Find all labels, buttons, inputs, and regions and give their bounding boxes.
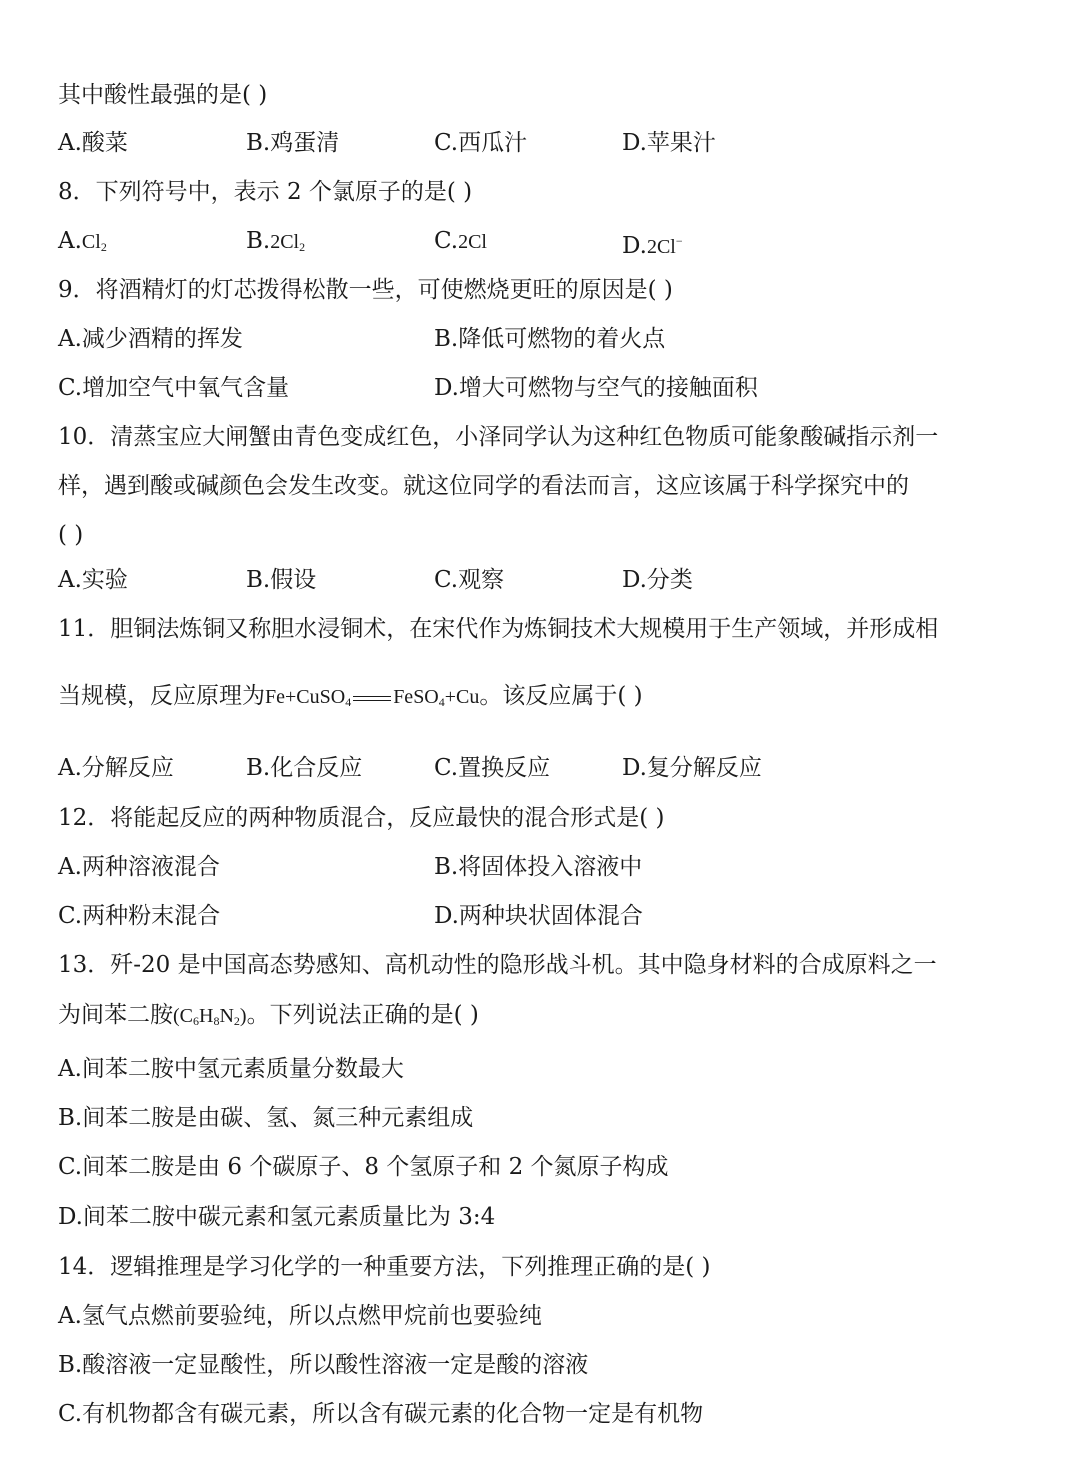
- q11-cu: Cu: [456, 686, 480, 708]
- q7-option-b[interactable]: B.鸡蛋清: [246, 130, 340, 156]
- q10-option-d[interactable]: D.分类: [622, 567, 693, 593]
- q8-option-b[interactable]: [246, 226, 305, 256]
- q8-a-subscript: 2: [100, 240, 107, 254]
- q8-option-c-formula: 2Cl: [458, 231, 487, 253]
- q11-stem-line1: 11．胆铜法炼铜又称胆水浸铜术，在宋代作为炼铜技术大规模用于生产领域，并形成相: [58, 616, 939, 642]
- q11-feso: FeSO: [393, 686, 439, 708]
- q10-option-b[interactable]: B.假设: [246, 567, 317, 593]
- q11-stem-text: 当规模，反应原理为: [58, 683, 265, 709]
- q7-option-a[interactable]: A.酸菜: [58, 130, 128, 156]
- q13-n-sub: 2: [233, 1014, 240, 1028]
- q9-option-d[interactable]: D.增大可燃物与空气的接触面积: [434, 375, 758, 401]
- q13-c: C: [179, 1005, 194, 1027]
- q13-option-a[interactable]: A.间苯二胺中氢元素质量分数最大: [58, 1056, 404, 1082]
- q8-option-c-letter: C.: [434, 228, 459, 254]
- q7-option-d[interactable]: D.苹果汁: [622, 130, 716, 156]
- q11-option-c[interactable]: C.置换反应: [434, 755, 551, 781]
- q13-stem-line2: [58, 1000, 479, 1030]
- q11-stem-line2: [58, 681, 643, 711]
- q11-fe: Fe: [265, 686, 285, 708]
- q10-stem-line3: ( ): [58, 522, 84, 548]
- q10-option-c[interactable]: C.观察: [434, 567, 505, 593]
- q11-option-b[interactable]: B.化合反应: [246, 755, 363, 781]
- q13-option-c[interactable]: C.间苯二胺是由 6 个碳原子、8 个氢原子和 2 个氮原子构成: [58, 1154, 669, 1180]
- q11-plus-2: +: [444, 686, 457, 708]
- q11-cuso: CuSO: [296, 686, 346, 708]
- q8-option-a-formula: [82, 231, 107, 253]
- q11-plus-1: +: [285, 686, 297, 708]
- q8-a-symbol: Cl: [81, 231, 101, 253]
- q12-option-d[interactable]: D.两种块状固体混合: [434, 903, 643, 929]
- q14-option-a[interactable]: A.氢气点燃前要验纯，所以点燃甲烷前也要验纯: [58, 1303, 542, 1329]
- q12-option-b[interactable]: B.将固体投入溶液中: [434, 854, 643, 880]
- q8-option-a[interactable]: [58, 226, 107, 256]
- q14-stem: 14．逻辑推理是学习化学的一种重要方法，下列推理正确的是( ): [58, 1254, 711, 1280]
- q8-b-symbol: 2Cl: [270, 231, 300, 253]
- q13-formula: $(C_6H_8N_2)$: [173, 1005, 247, 1028]
- q13-stem-line1: 13．歼-20 是中国高态势感知、高机动性的隐形战斗机。其中隐身材料的合成原料之一: [58, 952, 937, 978]
- q14-option-b[interactable]: B.酸溶液一定显酸性，所以酸性溶液一定是酸的溶液: [58, 1352, 589, 1378]
- q13-h-sub: 8: [213, 1014, 220, 1028]
- q13-c-sub: 6: [193, 1014, 200, 1028]
- q9-option-a[interactable]: A.减少酒精的挥发: [58, 326, 243, 352]
- q8-option-a-letter: A.: [58, 228, 82, 254]
- q11-feso-sub: 4: [438, 695, 445, 709]
- q13-h: H: [199, 1005, 214, 1027]
- q8-option-c[interactable]: [434, 226, 487, 256]
- q8-option-d[interactable]: [622, 226, 683, 259]
- q14-option-c[interactable]: C.有机物都含有碳元素，所以含有碳元素的化合物一定是有机物: [58, 1401, 704, 1427]
- q11-equal-sign: [353, 696, 391, 701]
- q11-cuso-sub: 4: [345, 695, 352, 709]
- q11-option-d[interactable]: D.复分解反应: [622, 755, 762, 781]
- q10-option-a[interactable]: A.实验: [58, 567, 128, 593]
- q11-option-a[interactable]: A.分解反应: [58, 755, 174, 781]
- q9-option-b[interactable]: B.降低可燃物的着火点: [434, 326, 666, 352]
- q8-stem: 8．下列符号中，表示 2 个氯原子的是( ): [58, 179, 473, 205]
- q12-stem: 12．将能起反应的两种物质混合，反应最快的混合形式是( ): [58, 805, 665, 831]
- q10-stem-line1: 10．清蒸宝应大闸蟹由青色变成红色，小泽同学认为这种红色物质可能象酸碱指示剂一: [58, 424, 939, 450]
- q8-option-b-letter: B.: [246, 228, 271, 254]
- q11-equation: [265, 686, 479, 708]
- q13-n: N: [219, 1005, 234, 1027]
- q13-option-b[interactable]: B.间苯二胺是由碳、氢、氮三种元素组成: [58, 1105, 474, 1131]
- q8-option-d-formula: [647, 236, 683, 258]
- q7-stem: 其中酸性最强的是( ): [58, 82, 268, 108]
- q11-stem-tail: 。该反应属于( ): [479, 683, 643, 709]
- q8-option-b-formula: [270, 231, 305, 253]
- q7-option-c[interactable]: C.西瓜汁: [434, 130, 528, 156]
- q8-option-d-letter: D.: [622, 233, 647, 259]
- q13-stem-text: 为间苯二胺: [58, 1002, 173, 1028]
- q9-stem: 9．将酒精灯的灯芯拨得松散一些，可使燃烧更旺的原因是( ): [58, 277, 673, 303]
- q12-option-a[interactable]: A.两种溶液混合: [58, 854, 220, 880]
- q13-stem-tail: 。下列说法正确的是( ): [246, 1002, 479, 1028]
- q8-d-superscript: −: [675, 234, 683, 248]
- q10-stem-line2: 样，遇到酸或碱颜色会发生改变。就这位同学的看法而言，这应该属于科学探究中的: [58, 473, 909, 499]
- q9-option-c[interactable]: C.增加空气中氧气含量: [58, 375, 290, 401]
- q8-b-subscript: 2: [299, 240, 306, 254]
- q8-d-symbol: 2Cl: [646, 236, 676, 258]
- q13-option-d[interactable]: D.间苯二胺中碳元素和氢元素质量比为 3:4: [58, 1204, 496, 1230]
- q12-option-c[interactable]: C.两种粉末混合: [58, 903, 221, 929]
